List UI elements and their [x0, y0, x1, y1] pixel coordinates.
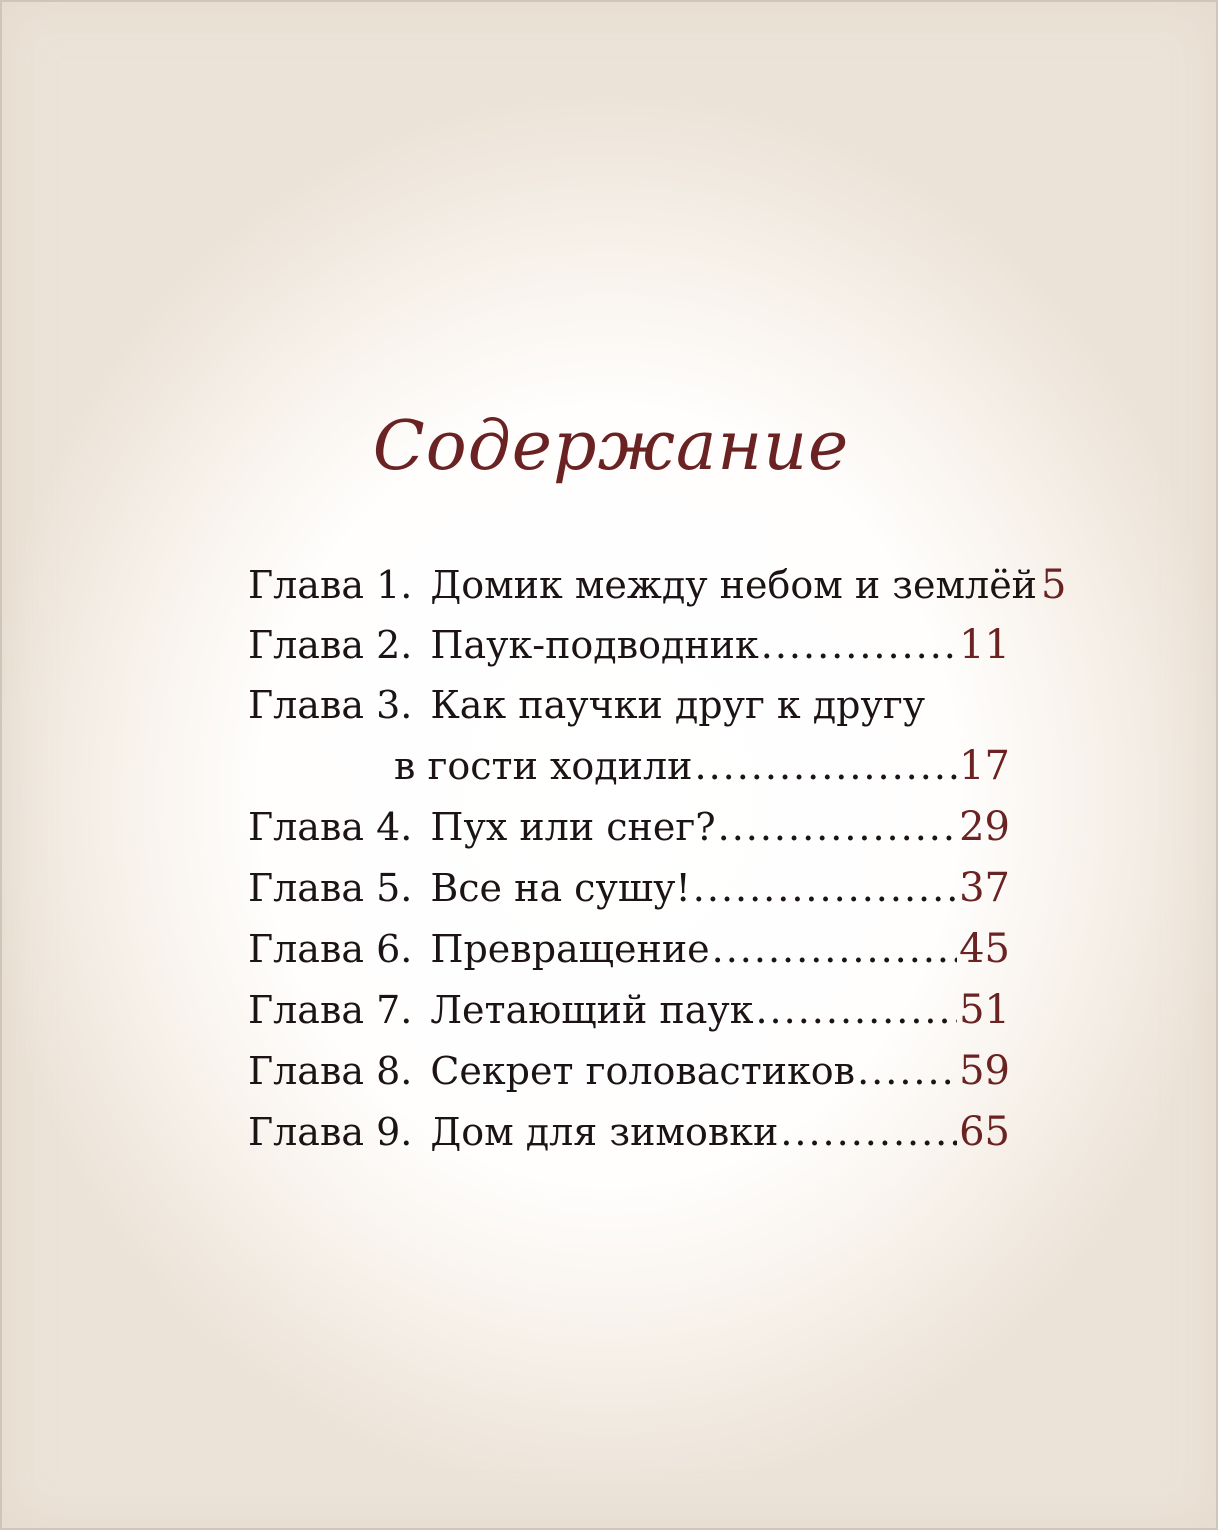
dot-leader: [755, 988, 957, 1032]
table-of-contents: [2, 2, 1218, 1532]
chapter-title: Секрет головастиков: [430, 1049, 856, 1093]
chapter-number: Глава 1.: [248, 563, 413, 607]
page-number: 65: [959, 1109, 1010, 1155]
dot-leader: [780, 1110, 957, 1154]
toc-entry-chapter-5[interactable]: [248, 865, 1010, 927]
chapter-title: Все на сушу!: [430, 866, 691, 910]
dot-leader: [857, 1049, 957, 1093]
toc-entry-chapter-4[interactable]: [248, 804, 1010, 866]
page-number: 11: [959, 622, 1010, 668]
toc-entry-chapter-9[interactable]: [248, 1109, 1010, 1171]
chapter-number: Глава 7.: [248, 988, 413, 1032]
toc-entry-chapter-2[interactable]: [248, 622, 1010, 684]
chapter-title: Летающий паук: [430, 988, 754, 1032]
dot-leader: [693, 866, 957, 910]
page-number: 29: [959, 804, 1010, 850]
page-number: 37: [959, 865, 1010, 911]
chapter-number: Глава 6.: [248, 927, 413, 971]
toc-entry-chapter-3-continuation[interactable]: [394, 743, 1010, 805]
dot-leader: [712, 927, 957, 971]
chapter-number: Глава 4.: [248, 805, 413, 849]
chapter-number: Глава 9.: [248, 1110, 413, 1154]
page-number: 51: [959, 987, 1010, 1033]
toc-entry-chapter-1[interactable]: [248, 562, 1067, 624]
chapter-title: Паук-подводник: [430, 623, 759, 667]
chapter-title: Пух или снег?: [430, 805, 716, 849]
chapter-title: Дом для зимовки: [430, 1110, 779, 1154]
chapter-number: Глава 2.: [248, 623, 413, 667]
dot-leader: [718, 805, 957, 849]
chapter-title: Превращение: [430, 927, 710, 971]
page-number: 5: [1041, 562, 1067, 608]
chapter-title: Как паучки друг к другу: [430, 683, 926, 727]
page-number: 17: [959, 743, 1010, 789]
chapter-number: Глава 5.: [248, 866, 413, 910]
chapter-title: Домик между небом и землёй: [430, 563, 1038, 607]
page-number: 59: [959, 1048, 1010, 1094]
page-title: Содержание: [372, 407, 850, 486]
chapter-number: Глава 8.: [248, 1049, 413, 1093]
dot-leader: [694, 744, 957, 788]
chapter-title-continuation: в гости ходили: [394, 744, 693, 788]
toc-entry-chapter-8[interactable]: [248, 1048, 1010, 1110]
toc-entry-chapter-3[interactable]: [248, 683, 1010, 745]
dot-leader: [761, 623, 957, 667]
page-number: 45: [959, 926, 1010, 972]
toc-entry-chapter-6[interactable]: [248, 926, 1010, 988]
chapter-number: Глава 3.: [248, 683, 413, 727]
toc-entry-chapter-7[interactable]: [248, 987, 1010, 1049]
